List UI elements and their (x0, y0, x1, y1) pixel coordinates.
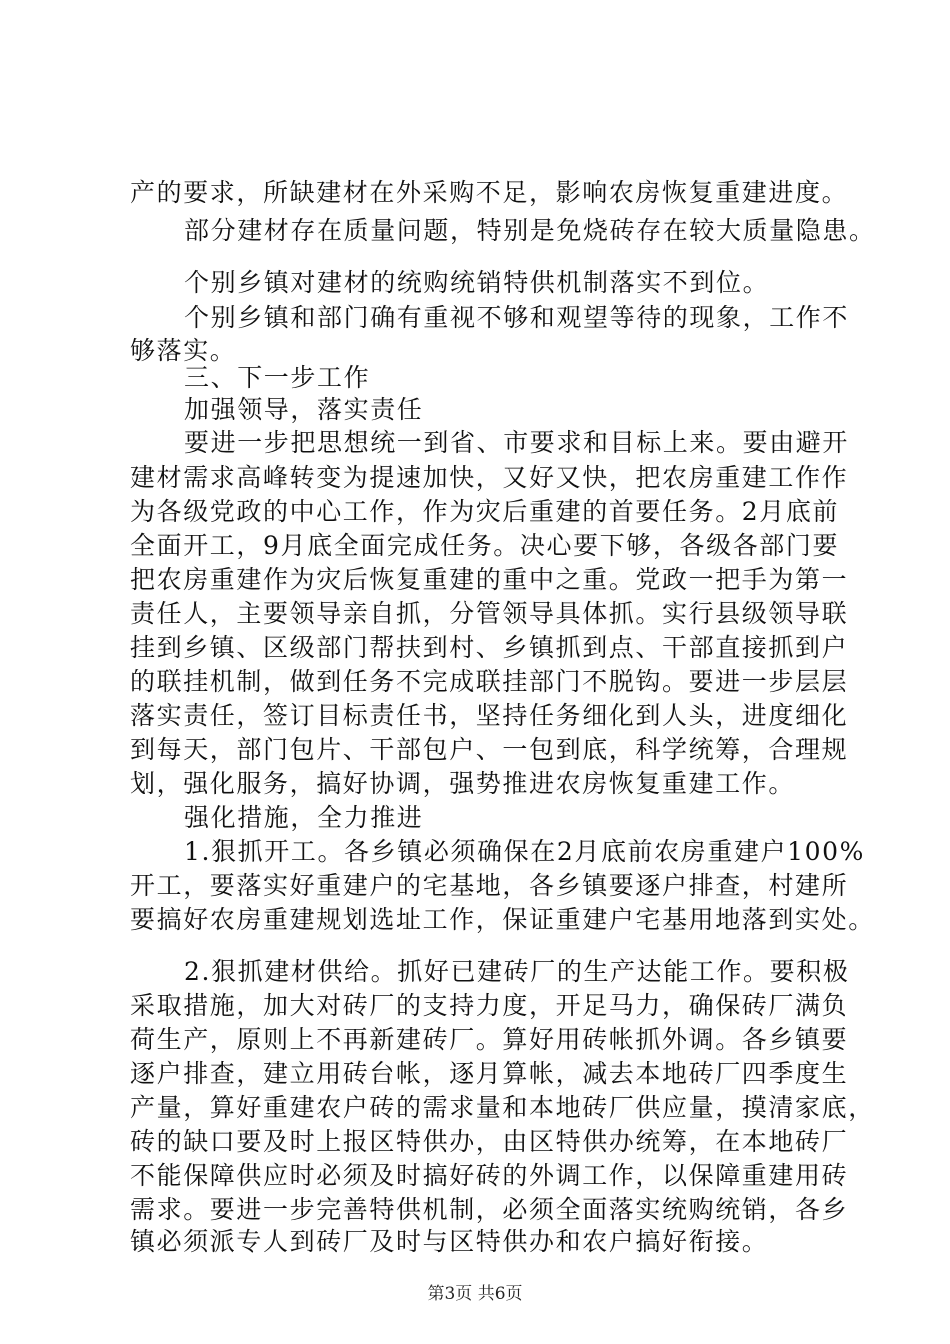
text-line: 责任人，主要领导亲自抓，分管领导具体抓。实行县级领导联 (130, 599, 849, 628)
text-line: 落实责任，签订目标责任书，坚持任务细化到人头，进度细化 (130, 701, 849, 730)
text-line: 产的要求，所缺建材在外采购不足，影响农房恢复重建进度。 (130, 178, 849, 207)
subsection-heading: 强化措施，全力推进 (184, 803, 424, 832)
page-number-footer: 第3页 共6页 (427, 1284, 523, 1304)
text-line: 产量，算好重建农户砖的需求量和本地砖厂供应量，摸清家底， (130, 1093, 875, 1122)
text-line: 到每天，部门包片、干部包户、一包到底，科学统筹，合理规 (130, 735, 849, 764)
text-line: 挂到乡镇、区级部门帮扶到村、乡镇抓到点、干部直接抓到户 (130, 633, 849, 662)
text-line: 需求。要进一步完善特供机制，必须全面落实统购统销，各乡 (130, 1195, 849, 1224)
text-line: 要搞好农房重建规划选址工作，保证重建户宅基用地落到实处。 (130, 905, 875, 934)
text-line: 要进一步把思想统一到省、市要求和目标上来。要由避开 (184, 428, 850, 457)
text-line: 把农房重建作为灾后恢复重建的重中之重。党政一把手为第一 (130, 565, 849, 594)
text-line: 2.狠抓建材供给。抓好已建砖厂的生产达能工作。要积极 (184, 957, 850, 986)
text-line: 1.狠抓开工。各乡镇必须确保在2月底前农房重建户100% (184, 837, 866, 866)
text-line: 够落实。 (130, 336, 237, 365)
text-line: 划，强化服务，搞好协调，强势推进农房恢复重建工作。 (130, 769, 796, 798)
text-line: 个别乡镇和部门确有重视不够和观望等待的现象，工作不 (184, 303, 850, 332)
text-line: 全面开工，9月底全面完成任务。决心要下够，各级各部门要 (130, 531, 840, 560)
text-line: 的联挂机制，做到任务不完成联挂部门不脱钩。要进一步层层 (130, 667, 849, 696)
text-line: 开工，要落实好重建户的宅基地，各乡镇要逐户排查，村建所 (130, 871, 849, 900)
text-line: 砖的缺口要及时上报区特供办，由区特供办统筹，在本地砖厂 (130, 1127, 849, 1156)
section-heading: 三、下一步工作 (184, 363, 371, 392)
text-line: 采取措施，加大对砖厂的支持力度，开足马力，确保砖厂满负 (130, 991, 849, 1020)
text-line: 为各级党政的中心工作，作为灾后重建的首要任务。2月底前 (130, 497, 840, 526)
text-line: 镇必须派专人到砖厂及时与区特供办和农户搞好衔接。 (130, 1227, 769, 1256)
text-line: 逐户排查，建立用砖台帐，逐月算帐，减去本地砖厂四季度生 (130, 1059, 849, 1088)
subsection-heading: 加强领导，落实责任 (184, 395, 424, 424)
text-line: 个别乡镇对建材的统购统销特供机制落实不到位。 (184, 268, 770, 297)
text-line: 荷生产，原则上不再新建砖厂。算好用砖帐抓外调。各乡镇要 (130, 1025, 849, 1054)
text-line: 部分建材存在质量问题，特别是免烧砖存在较大质量隐患。 (184, 216, 876, 245)
text-line: 建材需求高峰转变为提速加快，又好又快，把农房重建工作作 (130, 463, 849, 492)
text-line: 不能保障供应时必须及时搞好砖的外调工作，以保障重建用砖 (130, 1161, 849, 1190)
